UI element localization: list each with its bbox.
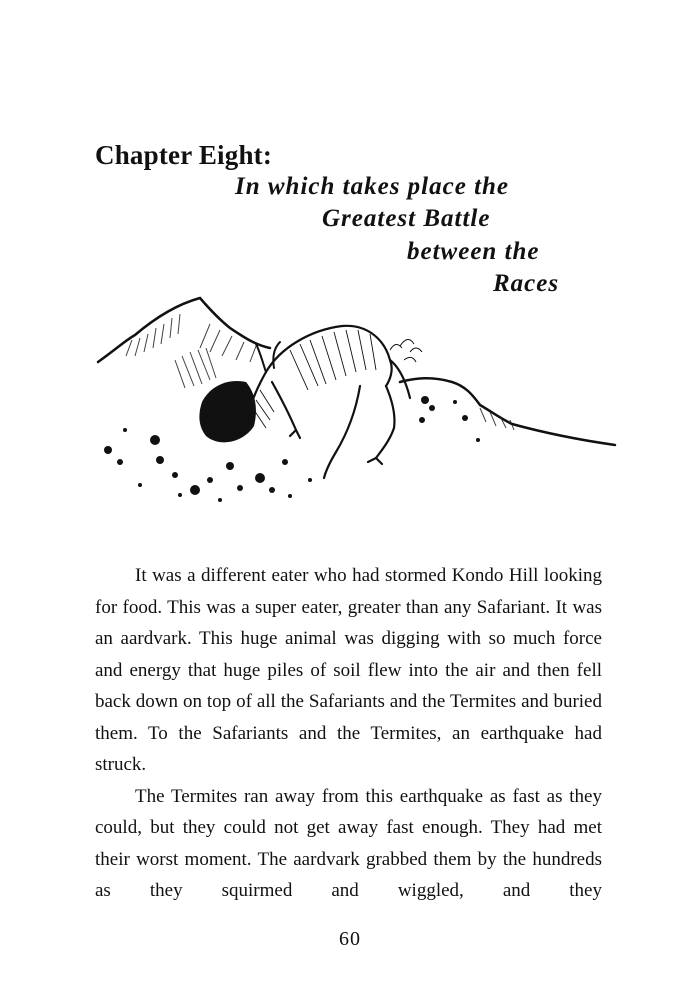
- chapter-subtitle-line-1: In which takes place the: [235, 173, 510, 200]
- dirt-pile: [199, 381, 256, 442]
- soil-speckles: [104, 396, 480, 502]
- hill-outline: [98, 298, 615, 445]
- paragraph-1: It was a different eater who had stormed Kondo Hill looking for food. This was a super eater, greater than any Safariant. It was an aardvark. This huge animal was digging with so much force and energy that huge piles of soil flew into the air and then fell back down on top of all the Safariants and the Termites and buried them. To the Safariants and the Termites, an earthquake had struck.: [95, 565, 602, 775]
- paragraph-2: The Termites ran away from this earthquake as fast as they could, but they could not get away fast enough. They had met their worst moment. The aardvark grabbed them by the hundreds as they squirmed and wiggled, and they: [95, 785, 602, 901]
- aardvark-illustration: [60, 290, 630, 530]
- scratch-marks: [390, 339, 422, 362]
- chapter-subtitle-line-2: Greatest Battle: [322, 205, 491, 232]
- aardvark-hatching: [254, 330, 376, 428]
- body-text: [95, 560, 602, 907]
- chapter-subtitle-line-4: Races: [493, 270, 560, 297]
- chapter-title: Chapter Eight:: [95, 140, 273, 170]
- page-number: 60: [339, 928, 361, 950]
- chapter-subtitle-line-3: between the: [407, 238, 540, 265]
